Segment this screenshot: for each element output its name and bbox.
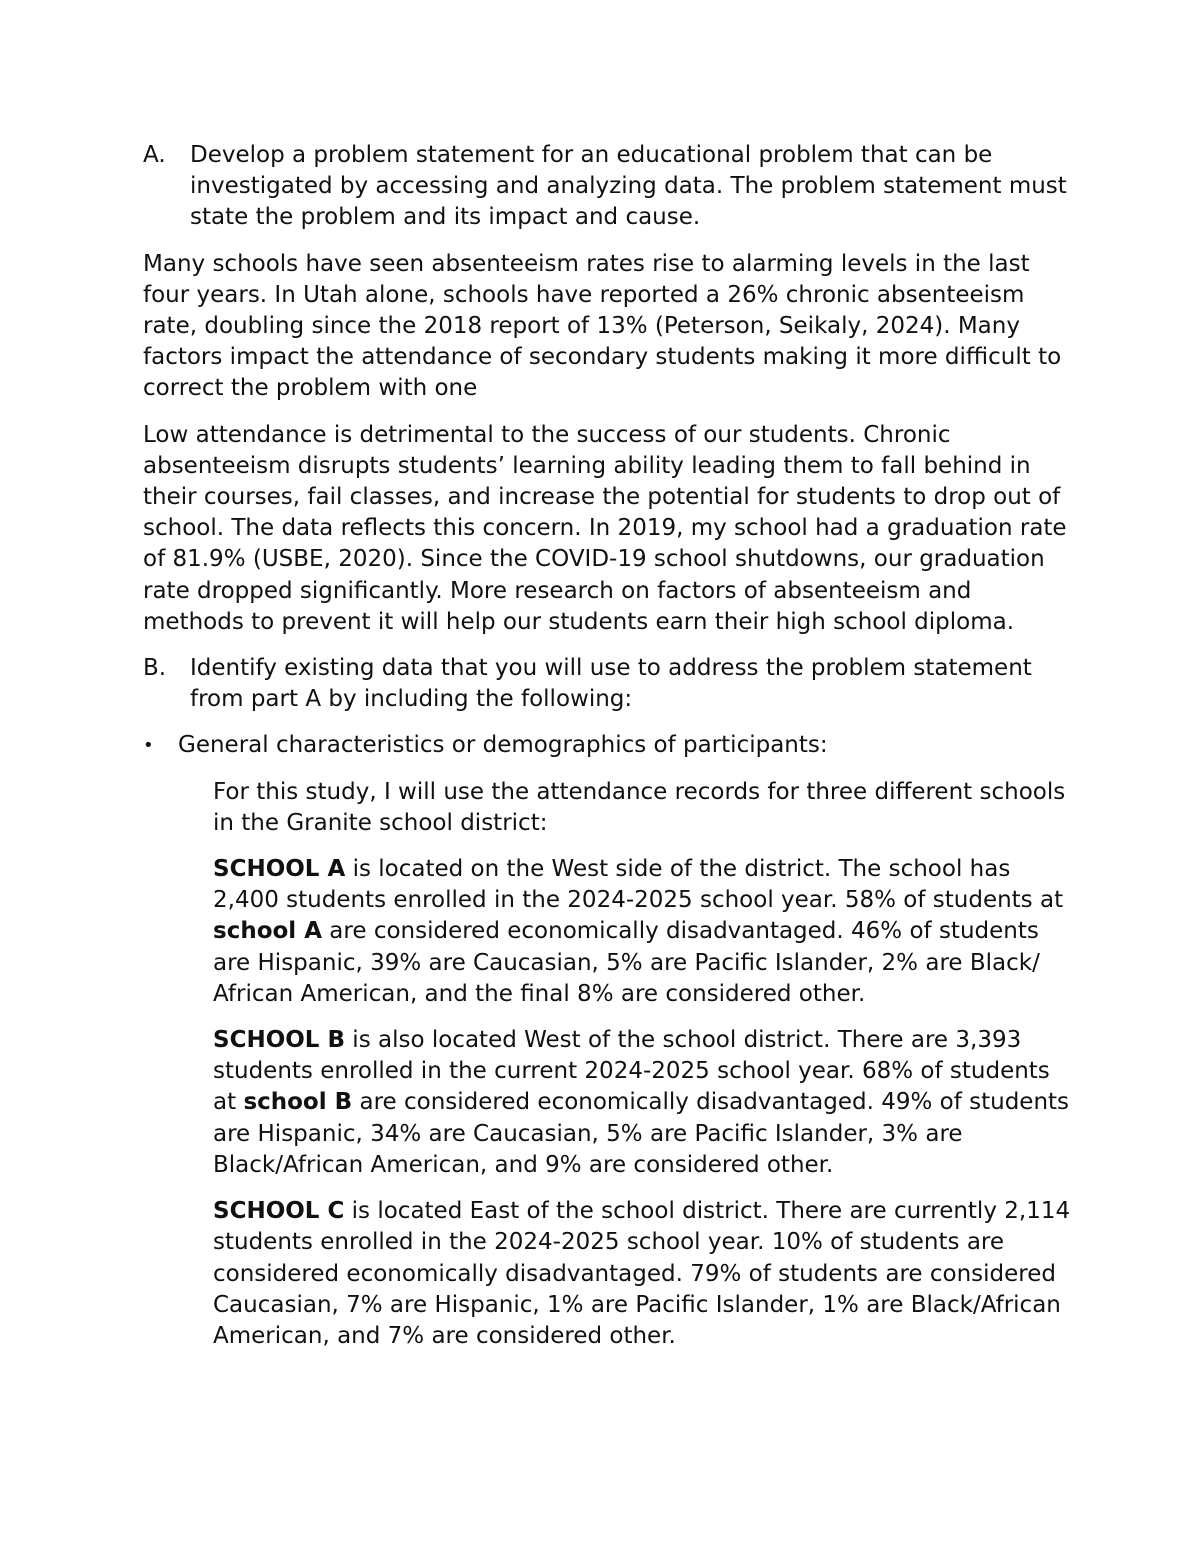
problem-paragraph-1: Many schools have seen absenteeism rates rise to alarming levels in the last four years. In Utah alone, schools have reported a 26% chronic absenteeism rate, doubling since the 2018 report of 13% (Peterson, Seikaly, 2024). Many factors impact the attendance of secondary students making it more difficult to correct the problem with one xyxy=(143,250,1062,402)
document-page xyxy=(143,140,1073,1367)
bullet-icon: • xyxy=(143,735,154,757)
section-a-prompt-text: Develop a problem statement for an educational problem that can be investigated by accessing and analyzing data. The problem statement must state the problem and its impact and cause. xyxy=(190,142,1067,231)
school-c-paragraph xyxy=(213,1196,1073,1352)
school-a-text-2: are considered economically disadvantaged. 46% of students are Hispanic, 39% are Caucasian, 5% are Pacific Islander, 2% are Black/ African American, and the final 8% are considered other. xyxy=(213,918,1040,1007)
school-b-text-2: are considered economically disadvantaged. 49% of students are Hispanic, 34% are Caucasian, 5% are Pacific Islander, 3% are Black/African American, and 9% are considered other. xyxy=(213,1089,1070,1178)
section-a-prompt xyxy=(143,140,1073,234)
section-b-prompt-text: Identify existing data that you will use to address the problem statement from part A by including the following: xyxy=(190,655,1032,713)
school-a-inline-name: school A xyxy=(213,918,322,945)
school-a-paragraph xyxy=(213,854,1073,1010)
study-intro: For this study, I will use the attendance records for three different schools in the Granite school district: xyxy=(213,778,1066,836)
demographics-bullet xyxy=(143,730,1073,761)
demographics-details xyxy=(213,777,1073,1352)
school-a-name: SCHOOL A xyxy=(213,856,346,883)
school-c-text-1: is located East of the school district. There are currently 2,114 students enrolled in the 2024-2025 school year. 10% of students are considered economically disadvantaged. 79% of students are considered Caucasian, 7% are Hispanic, 1% are Pacific Islander, 1% are Black/African American, and 7% are considered other. xyxy=(213,1198,1071,1349)
section-b-prompt xyxy=(143,653,1073,715)
section-a-letter: A. xyxy=(143,142,166,168)
school-b-paragraph xyxy=(213,1025,1073,1181)
school-b-inline-name: school B xyxy=(243,1089,353,1116)
school-b-text-1: is also located West of the school district. There are 3,393 students enrolled in the current 2024-2025 school year. 68% of students at xyxy=(213,1027,1050,1116)
demographics-bullet-label: General characteristics or demographics of participants: xyxy=(178,732,828,759)
section-b-letter: B. xyxy=(143,655,167,682)
school-a-text-1: is located on the West side of the district. The school has 2,400 students enrolled in the 2024-2025 school year. 58% of students at xyxy=(213,856,1064,914)
problem-paragraph-2: Low attendance is detrimental to the success of our students. Chronic absenteeism disrupts students’ learning ability leading them to fall behind in their courses, fail classes, and increase the potential for students to drop out of school. The data reflects this concern. In 2019, my school had a graduation rate of 81.9% (USBE, 2020). Since the COVID-19 school shutdowns, our graduation rate dropped significantly. More research on factors of absenteeism and methods to prevent it will help our students earn their high school diploma. xyxy=(143,421,1067,635)
school-c-name: SCHOOL C xyxy=(213,1198,345,1225)
school-b-name: SCHOOL B xyxy=(213,1027,345,1054)
